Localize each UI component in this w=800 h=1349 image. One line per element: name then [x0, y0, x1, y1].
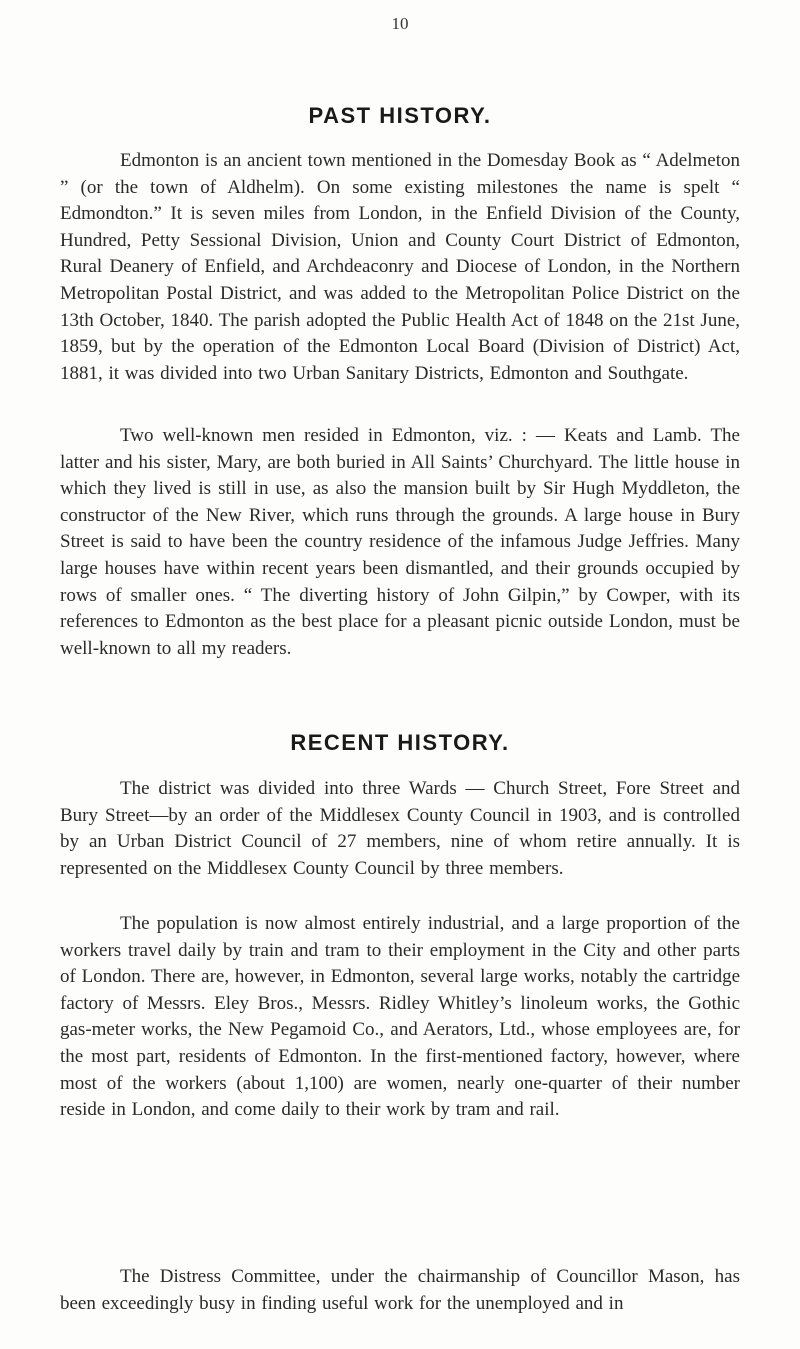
paragraph: Two well-known men resided in Edmonton, viz. : — Keats and Lamb. The latter and his sister, Mary, are both buried in All Saints’ Churchyard. The little house in which they lived is still in use, as also the mansion built by Sir Hugh Myddleton, the constructor of the New River, which runs through the grounds. A large house in Bury Street is said to have been the country residence of the infamous Judge Jeffries. Many large houses have within recent years been dismantled, and their grounds occupied by rows of smaller ones. “ The diverting history of John Gilpin,” by Cowper, with its references to Edmonton as the best place for a pleasant picnic outside London, must be well-known to all my readers. [60, 425, 740, 659]
paragraph: The Distress Committee, under the chairmanship of Councillor Mason, has been exceedingly busy in finding useful work for the unemployed and in [60, 1266, 740, 1314]
section-heading-recent-history: RECENT HISTORY. [290, 730, 510, 755]
page-number: 10 [391, 14, 409, 33]
section-heading-past-history: PAST HISTORY. [308, 103, 492, 128]
paragraph: Edmonton is an ancient town mentioned in the Domesday Book as “ Adelmeton ” (or the town of Aldhelm). On some existing milestones the name is spelt “ Edmondton.” It is seven miles from London, in the Enfield Division of the County, Hundred, Petty Sessional Division, Union and County Court District of Edmonton, Rural Deanery of Enfield, and Archdeaconry and Diocese of London, in the Northern Metropolitan Postal District, and was added to the Metropolitan Police District on the 13th October, 1840. The parish adopted the Public Health Act of 1848 on the 21st June, 1859, but by the operation of the Edmonton Local Board (Division of District) Act, 1881, it was divided into two Urban Sanitary Districts, Edmonton and Southgate. [60, 150, 740, 384]
paragraph: The population is now almost entirely industrial, and a large proportion of the workers travel daily by train and tram to their employment in the City and other parts of London. There are, however, in Edmonton, several large works, notably the cartridge factory of Messrs. Eley Bros., Messrs. Ridley Whitley’s linoleum works, the Gothic gas-meter works, the New Pegamoid Co., and Aerators, Ltd., whose employees are, for the most part, residents of Edmonton. In the first-mentioned factory, however, where most of the workers (about 1,100) are women, nearly one-quarter of their number reside in London, and come daily to their work by tram and rail. [60, 913, 740, 1121]
paragraph: The district was divided into three Wards — Church Street, Fore Street and Bury Street—by an order of the Middlesex County Council in 1903, and is controlled by an Urban District Council of 27 members, nine of whom retire annually. It is represented on the Middlesex County Council by three members. [60, 778, 740, 879]
